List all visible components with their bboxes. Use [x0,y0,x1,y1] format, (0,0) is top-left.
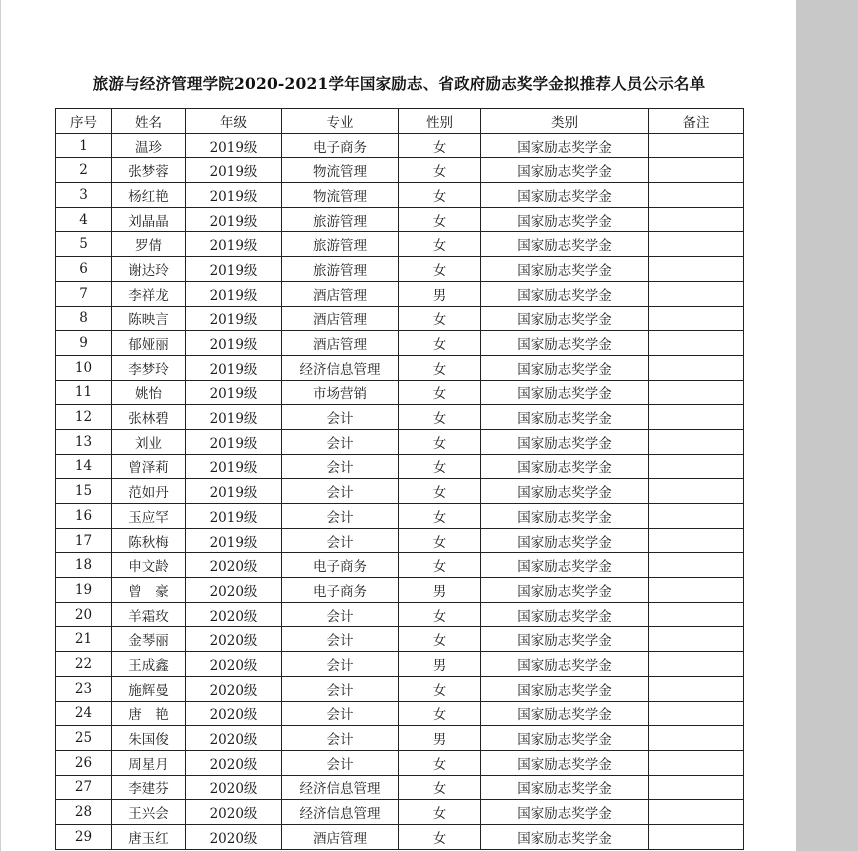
table-row [56,578,744,603]
cell-gender: 女 [399,306,481,331]
cell-major: 会计 [282,454,399,479]
cell-name: 王成鑫 [112,652,186,677]
document-title: 旅游与经济管理学院2020-2021学年国家励志、省政府励志奖学金拟推荐人员公示名单 [92,74,706,93]
cell-gender: 男 [399,652,481,677]
cell-remarks [649,183,744,208]
table-row [56,504,744,529]
cell-grade: 2020级 [186,726,282,751]
cell-grade: 2019级 [186,331,282,356]
cell-gender: 女 [399,183,481,208]
cell-major: 会计 [282,504,399,529]
cell-index: 3 [56,183,112,208]
cell-grade: 2020级 [186,824,282,849]
table-row [56,281,744,306]
cell-index: 4 [56,207,112,232]
cell-name: 郁娅丽 [112,331,186,356]
cell-index: 10 [56,355,112,380]
cell-index: 13 [56,429,112,454]
cell-name: 曾泽莉 [112,454,186,479]
header-grade: 年级 [186,109,282,134]
cell-gender: 女 [399,800,481,825]
cell-major: 旅游管理 [282,257,399,282]
table-row [56,528,744,553]
cell-category: 国家励志奖学金 [481,750,649,775]
cell-grade: 2020级 [186,652,282,677]
cell-gender: 女 [399,207,481,232]
cell-index: 26 [56,750,112,775]
cell-index: 20 [56,602,112,627]
cell-name: 唐玉红 [112,824,186,849]
cell-remarks [649,800,744,825]
cell-gender: 女 [399,429,481,454]
cell-grade: 2020级 [186,553,282,578]
table-row [56,183,744,208]
cell-major: 会计 [282,652,399,677]
header-gender: 性别 [399,109,481,134]
cell-remarks [649,281,744,306]
cell-gender: 女 [399,133,481,158]
cell-grade: 2019级 [186,380,282,405]
cell-grade: 2019级 [186,133,282,158]
cell-name: 刘业 [112,429,186,454]
cell-index: 14 [56,454,112,479]
cell-grade: 2019级 [186,232,282,257]
table-row [56,454,744,479]
table-row [56,479,744,504]
cell-index: 5 [56,232,112,257]
cell-name: 唐 艳 [112,701,186,726]
cell-gender: 女 [399,775,481,800]
cell-remarks [649,232,744,257]
cell-major: 会计 [282,405,399,430]
recommendation-table [55,108,744,850]
cell-remarks [649,750,744,775]
table-row [56,207,744,232]
cell-index: 28 [56,800,112,825]
cell-remarks [649,158,744,183]
cell-name: 羊霜玫 [112,602,186,627]
cell-remarks [649,405,744,430]
cell-major: 会计 [282,528,399,553]
cell-category: 国家励志奖学金 [481,405,649,430]
cell-major: 酒店管理 [282,331,399,356]
cell-remarks [649,775,744,800]
cell-gender: 男 [399,578,481,603]
cell-gender: 女 [399,824,481,849]
cell-major: 经济信息管理 [282,775,399,800]
cell-remarks [649,627,744,652]
cell-gender: 女 [399,750,481,775]
cell-category: 国家励志奖学金 [481,824,649,849]
cell-gender: 女 [399,257,481,282]
cell-grade: 2020级 [186,578,282,603]
cell-gender: 女 [399,454,481,479]
cell-category: 国家励志奖学金 [481,701,649,726]
cell-gender: 女 [399,553,481,578]
cell-index: 6 [56,257,112,282]
header-category: 类别 [481,109,649,134]
table-row [56,750,744,775]
cell-name: 玉应罕 [112,504,186,529]
cell-index: 23 [56,676,112,701]
table-row [56,627,744,652]
cell-remarks [649,133,744,158]
cell-major: 会计 [282,479,399,504]
cell-remarks [649,553,744,578]
table-row [56,355,744,380]
cell-remarks [649,701,744,726]
header-name: 姓名 [112,109,186,134]
cell-grade: 2020级 [186,676,282,701]
cell-grade: 2019级 [186,207,282,232]
cell-grade: 2019级 [186,281,282,306]
cell-major: 电子商务 [282,553,399,578]
cell-remarks [649,726,744,751]
cell-index: 27 [56,775,112,800]
cell-index: 24 [56,701,112,726]
table-row [56,726,744,751]
cell-category: 国家励志奖学金 [481,429,649,454]
cell-grade: 2020级 [186,627,282,652]
cell-gender: 男 [399,281,481,306]
table-row [56,257,744,282]
cell-major: 旅游管理 [282,207,399,232]
cell-gender: 女 [399,479,481,504]
cell-major: 物流管理 [282,183,399,208]
cell-remarks [649,429,744,454]
cell-major: 酒店管理 [282,306,399,331]
cell-remarks [649,578,744,603]
cell-major: 会计 [282,676,399,701]
cell-category: 国家励志奖学金 [481,578,649,603]
table-header-row [56,109,744,134]
cell-index: 25 [56,726,112,751]
cell-name: 谢达玲 [112,257,186,282]
cell-remarks [649,380,744,405]
cell-category: 国家励志奖学金 [481,380,649,405]
cell-major: 会计 [282,750,399,775]
cell-gender: 女 [399,405,481,430]
cell-gender: 女 [399,158,481,183]
cell-gender: 女 [399,701,481,726]
cell-remarks [649,257,744,282]
cell-remarks [649,355,744,380]
cell-name: 朱国俊 [112,726,186,751]
cell-remarks [649,528,744,553]
cell-category: 国家励志奖学金 [481,775,649,800]
cell-index: 11 [56,380,112,405]
cell-category: 国家励志奖学金 [481,602,649,627]
cell-name: 李建芬 [112,775,186,800]
cell-grade: 2019级 [186,454,282,479]
cell-remarks [649,479,744,504]
cell-name: 刘晶晶 [112,207,186,232]
table-row [56,652,744,677]
cell-category: 国家励志奖学金 [481,331,649,356]
cell-major: 酒店管理 [282,824,399,849]
cell-major: 物流管理 [282,158,399,183]
cell-index: 29 [56,824,112,849]
header-index: 序号 [56,109,112,134]
cell-remarks [649,331,744,356]
cell-category: 国家励志奖学金 [481,479,649,504]
cell-grade: 2020级 [186,750,282,775]
cell-grade: 2019级 [186,257,282,282]
table-row [56,553,744,578]
cell-category: 国家励志奖学金 [481,281,649,306]
cell-gender: 女 [399,676,481,701]
table-row [56,800,744,825]
table-row [56,405,744,430]
cell-gender: 女 [399,504,481,529]
cell-index: 16 [56,504,112,529]
cell-gender: 男 [399,726,481,751]
cell-grade: 2019级 [186,479,282,504]
cell-name: 周星月 [112,750,186,775]
header-remarks: 备注 [649,109,744,134]
cell-remarks [649,602,744,627]
cell-grade: 2020级 [186,775,282,800]
cell-index: 18 [56,553,112,578]
cell-category: 国家励志奖学金 [481,355,649,380]
cell-category: 国家励志奖学金 [481,207,649,232]
cell-index: 21 [56,627,112,652]
table-row [56,775,744,800]
cell-major: 电子商务 [282,578,399,603]
cell-category: 国家励志奖学金 [481,183,649,208]
table-row [56,232,744,257]
cell-major: 会计 [282,602,399,627]
cell-remarks [649,676,744,701]
cell-name: 姚怡 [112,380,186,405]
cell-category: 国家励志奖学金 [481,528,649,553]
table-row [56,429,744,454]
cell-name: 曾 豪 [112,578,186,603]
cell-gender: 女 [399,380,481,405]
table-row [56,701,744,726]
cell-name: 金琴丽 [112,627,186,652]
cell-category: 国家励志奖学金 [481,676,649,701]
cell-major: 会计 [282,701,399,726]
cell-category: 国家励志奖学金 [481,627,649,652]
cell-major: 酒店管理 [282,281,399,306]
cell-index: 17 [56,528,112,553]
table-row [56,133,744,158]
table-row [56,306,744,331]
cell-grade: 2019级 [186,158,282,183]
table-row [56,824,744,849]
cell-category: 国家励志奖学金 [481,553,649,578]
cell-gender: 女 [399,331,481,356]
cell-category: 国家励志奖学金 [481,800,649,825]
cell-major: 会计 [282,726,399,751]
cell-name: 陈秋梅 [112,528,186,553]
cell-index: 9 [56,331,112,356]
cell-category: 国家励志奖学金 [481,306,649,331]
cell-remarks [649,454,744,479]
cell-name: 申文龄 [112,553,186,578]
cell-major: 经济信息管理 [282,800,399,825]
cell-major: 电子商务 [282,133,399,158]
cell-index: 19 [56,578,112,603]
table-body [56,133,744,849]
cell-index: 1 [56,133,112,158]
cell-name: 杨红艳 [112,183,186,208]
cell-category: 国家励志奖学金 [481,726,649,751]
cell-name: 施辉曼 [112,676,186,701]
table-row [56,602,744,627]
cell-grade: 2019级 [186,429,282,454]
cell-category: 国家励志奖学金 [481,133,649,158]
cell-major: 经济信息管理 [282,355,399,380]
cell-name: 王兴会 [112,800,186,825]
cell-major: 会计 [282,627,399,652]
cell-grade: 2019级 [186,183,282,208]
cell-grade: 2019级 [186,306,282,331]
cell-remarks [649,306,744,331]
cell-gender: 女 [399,528,481,553]
cell-major: 旅游管理 [282,232,399,257]
cell-gender: 女 [399,602,481,627]
cell-grade: 2019级 [186,355,282,380]
cell-grade: 2019级 [186,504,282,529]
cell-gender: 女 [399,627,481,652]
cell-name: 温珍 [112,133,186,158]
cell-gender: 女 [399,355,481,380]
cell-name: 张林碧 [112,405,186,430]
cell-category: 国家励志奖学金 [481,257,649,282]
cell-index: 15 [56,479,112,504]
cell-name: 张梦蓉 [112,158,186,183]
cell-gender: 女 [399,232,481,257]
cell-remarks [649,652,744,677]
table-row [56,158,744,183]
cell-index: 2 [56,158,112,183]
table-row [56,380,744,405]
cell-grade: 2020级 [186,800,282,825]
cell-index: 8 [56,306,112,331]
cell-name: 范如丹 [112,479,186,504]
cell-name: 陈映言 [112,306,186,331]
cell-remarks [649,207,744,232]
cell-category: 国家励志奖学金 [481,232,649,257]
cell-name: 李梦玲 [112,355,186,380]
cell-grade: 2020级 [186,701,282,726]
cell-category: 国家励志奖学金 [481,504,649,529]
cell-category: 国家励志奖学金 [481,158,649,183]
cell-major: 市场营销 [282,380,399,405]
cell-remarks [649,824,744,849]
cell-grade: 2020级 [186,602,282,627]
cell-index: 22 [56,652,112,677]
cell-grade: 2019级 [186,528,282,553]
cell-index: 7 [56,281,112,306]
table-row [56,676,744,701]
cell-name: 李祥龙 [112,281,186,306]
table-row [56,331,744,356]
viewer-gutter [796,0,858,851]
header-major: 专业 [282,109,399,134]
cell-category: 国家励志奖学金 [481,652,649,677]
cell-category: 国家励志奖学金 [481,454,649,479]
cell-remarks [649,504,744,529]
cell-major: 会计 [282,429,399,454]
cell-index: 12 [56,405,112,430]
cell-grade: 2019级 [186,405,282,430]
cell-name: 罗倩 [112,232,186,257]
